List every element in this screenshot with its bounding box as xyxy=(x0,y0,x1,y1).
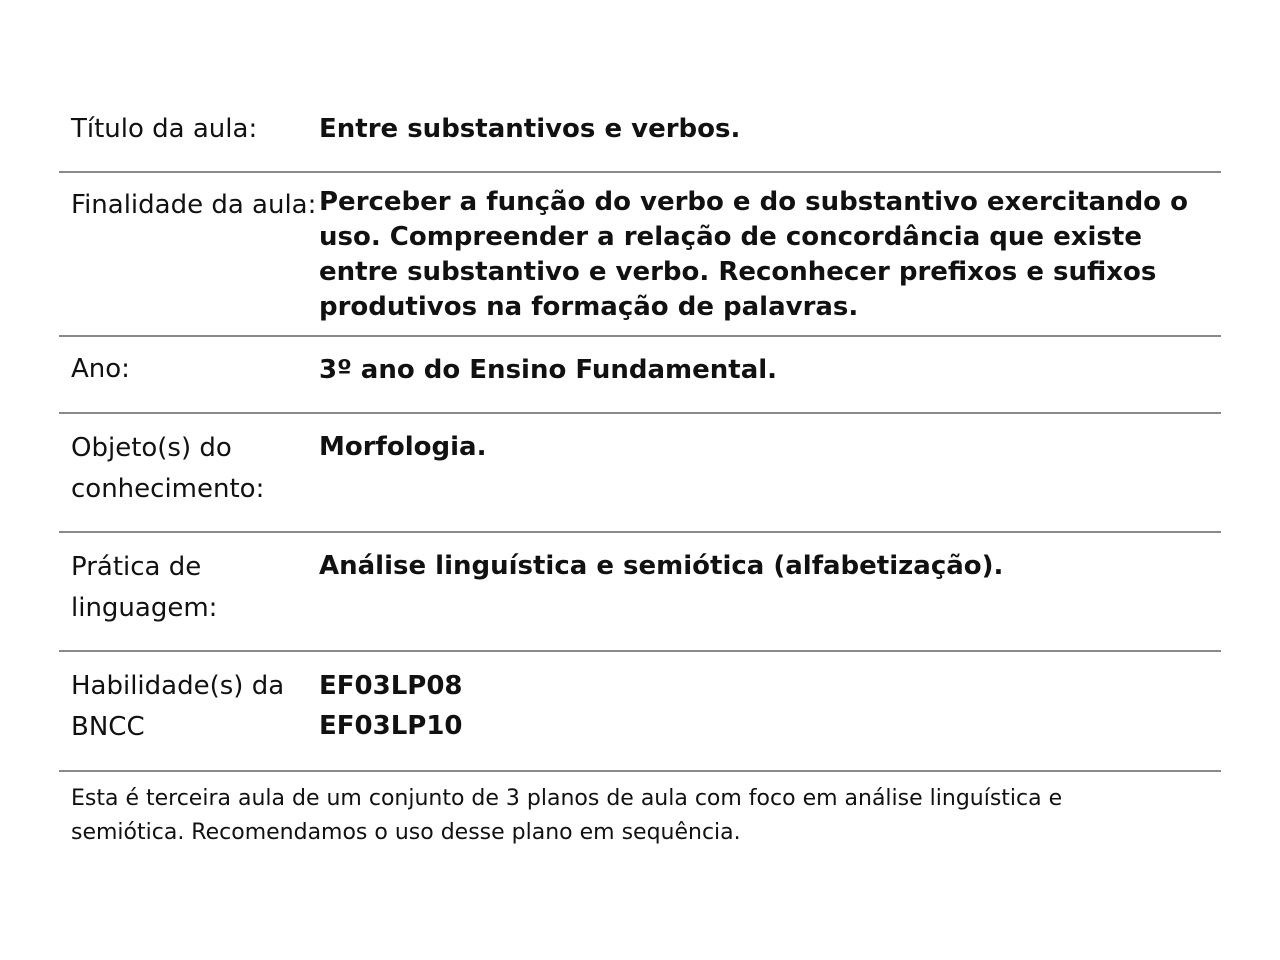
row-label: Objeto(s) do conhecimento: xyxy=(71,433,265,504)
row-language-practice xyxy=(59,533,1221,652)
value-line: 3º ano do Ensino Fundamental. xyxy=(319,355,778,385)
row-value xyxy=(319,666,1221,770)
row-value xyxy=(319,428,1221,531)
row-knowledge-object xyxy=(59,414,1221,533)
row-year xyxy=(59,337,1221,414)
row-lesson-title xyxy=(59,95,1221,173)
value-line: Perceber a função do verbo e do substantivo exercitando o uso. Compreender a relação de concordância que existe entre substantivo e verbo. Reconhecer prefixos e sufixos produtivos na formação de palavras. xyxy=(319,187,1188,322)
row-bncc-skills xyxy=(59,652,1221,772)
skill-code: EF03LP08 xyxy=(319,671,463,701)
row-value xyxy=(319,109,1221,171)
row-label: Habilidade(s) da BNCC xyxy=(71,671,285,742)
row-label: Finalidade da aula: xyxy=(71,190,317,220)
skill-code: EF03LP10 xyxy=(319,711,463,741)
row-label: Ano: xyxy=(71,354,130,384)
row-label: Título da aula: xyxy=(71,114,258,144)
value-line: Morfologia. xyxy=(319,432,487,462)
row-lesson-purpose xyxy=(59,173,1221,337)
value-line: Análise linguística e semiótica (alfabetização). xyxy=(319,551,1004,581)
row-value xyxy=(319,349,1221,412)
lesson-info-table xyxy=(59,95,1221,850)
footnote: Esta é terceira aula de um conjunto de 3 planos de aula com foco em análise linguística e semiótica. Recomendamos o uso desse plano em sequência. xyxy=(71,786,1063,845)
row-value xyxy=(319,547,1221,650)
row-value xyxy=(319,185,1221,335)
row-label: Prática de linguagem: xyxy=(71,552,218,623)
value-line: Entre substantivos e verbos. xyxy=(319,114,741,144)
